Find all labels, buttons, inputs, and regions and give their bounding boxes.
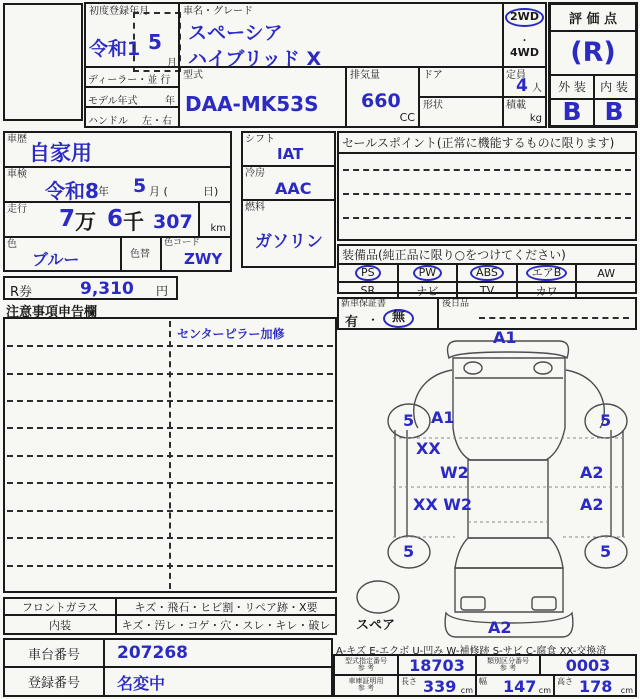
rear-body-shape xyxy=(455,568,563,612)
history-value: 自家用 xyxy=(29,141,92,165)
color-value: ブルー xyxy=(32,250,80,269)
sales-point-title: セールスポイント(正常に機能するものに限ります) xyxy=(339,133,635,154)
right-headlight-shape xyxy=(534,362,552,374)
equipment-item-SR: SR xyxy=(339,283,399,298)
history-row xyxy=(5,133,230,168)
inspection-month: 5 xyxy=(133,175,147,197)
registration-month-box xyxy=(133,12,181,72)
equipment-row2 xyxy=(339,283,635,298)
notes-line xyxy=(7,400,333,402)
model-year-cell xyxy=(84,86,180,108)
color-code-cell xyxy=(160,238,230,270)
later-items-label: 後日品 xyxy=(442,299,470,309)
diagram-front-bumper-label: A1 xyxy=(493,328,517,347)
mileage-sen: 6 xyxy=(107,206,124,232)
width-value: 147 xyxy=(503,677,537,696)
r-ticket-label: R券 xyxy=(10,285,33,300)
model-code-cell xyxy=(178,66,347,128)
height-value: 178 xyxy=(579,677,613,696)
r-ticket-box xyxy=(3,276,178,300)
length-unit: cm xyxy=(460,686,473,695)
color-change-cell xyxy=(120,238,160,270)
capacity-value: 4 xyxy=(516,76,528,96)
mileage-row xyxy=(5,203,230,238)
plate-value-cell xyxy=(105,668,331,695)
shape-cell xyxy=(418,96,504,128)
color-row xyxy=(5,238,230,270)
spare-tire-label: スペア xyxy=(356,618,396,633)
diagram-rear-left-wheel-grade: 5 xyxy=(403,542,415,561)
car-diagram xyxy=(340,326,640,641)
model-code-value: DAA-MK53S xyxy=(185,92,319,116)
warranty-no-circled: 無 xyxy=(383,309,414,328)
diagram-rear-right-wheel-grade: 5 xyxy=(600,542,612,561)
drive-dot: ・ xyxy=(519,36,530,47)
door-label: ドア xyxy=(423,70,443,81)
mileage-label: 走行 xyxy=(7,204,27,215)
dealer-label: ディーラー・並 行 xyxy=(88,75,171,86)
handle-cell xyxy=(84,106,180,128)
diagram-front-left-panel-label: A1 xyxy=(431,408,455,427)
plate-label: 登録番号 xyxy=(27,676,80,691)
later-items-cell xyxy=(439,299,635,328)
sales-point-line-3 xyxy=(343,217,631,219)
shift-cell xyxy=(243,133,334,167)
rear-window-shape xyxy=(455,538,563,568)
equipment-row1 xyxy=(339,265,635,283)
diagram-left-rear-door-label: XX W2 xyxy=(413,495,473,514)
front-glass-label-cell xyxy=(5,599,117,616)
interior-label: 内装 xyxy=(49,618,71,632)
mileage-sen-unit: 千 xyxy=(123,210,144,234)
chassis-label: 車台番号 xyxy=(27,647,80,663)
chassis-label-cell xyxy=(5,640,105,668)
class-number-label: 類別区分番号 xyxy=(487,657,529,665)
capacity-unit: 人 xyxy=(532,83,542,94)
damage-legend: A-キズ E-エクボ U-凹み W-補修跡 S-サビ C-腐食 XX-交換済 xyxy=(336,646,607,657)
registration-era: 令和1 xyxy=(89,38,141,60)
glass-interior-table xyxy=(3,597,337,635)
inspection-era: 令和8 xyxy=(45,179,99,203)
notes-line xyxy=(7,373,333,375)
shift-ac-fuel-box xyxy=(241,131,336,268)
sales-point-line-1 xyxy=(343,169,631,171)
inspection-row xyxy=(5,168,230,203)
left-taillight-shape xyxy=(461,597,485,610)
equipment-item-TV: TV xyxy=(458,283,518,298)
diagram-front-right-wheel-grade: 5 xyxy=(600,411,612,430)
equipment-item-カワ: カワ xyxy=(518,283,578,298)
mileage-man: 7 xyxy=(59,206,76,232)
inspection-year-unit: 年 xyxy=(98,185,109,198)
interior-value: キズ・汚レ・コゲ・穴・スレ・キレ・破レ xyxy=(121,618,331,632)
color-label: 色 xyxy=(7,239,17,250)
notes-line xyxy=(7,482,333,484)
color-change-label: 色替 xyxy=(130,249,150,260)
model-designation-value: 18703 xyxy=(399,656,477,676)
width-cell xyxy=(477,676,555,695)
capacity-label: 定員 xyxy=(506,70,526,81)
equipment-item-PW: PW xyxy=(399,265,459,281)
mileage-km: km xyxy=(210,223,226,234)
garage-label-cell xyxy=(335,676,399,695)
first-registration-cell xyxy=(84,2,180,68)
mileage-man-unit: 万 xyxy=(75,210,96,234)
color-code-label: 色コード xyxy=(164,238,201,248)
rating-overall: (R) xyxy=(551,30,635,76)
right-taillight-shape xyxy=(532,597,556,610)
equipment-item-AW: AW xyxy=(597,266,616,280)
diagram-right-door-a2-label: A2 xyxy=(580,463,604,482)
load-unit: kg xyxy=(529,113,542,124)
registration-month: 5 xyxy=(148,30,162,54)
length-label: 長さ xyxy=(401,677,417,686)
equipment-item-PS: PS xyxy=(339,265,399,281)
notes-line xyxy=(7,455,333,457)
r-ticket-value: 9,310 xyxy=(80,279,134,299)
class-number-value: 0003 xyxy=(541,656,635,676)
diagram-rear-bumper-label: A2 xyxy=(488,618,512,637)
chassis-value-cell xyxy=(105,640,331,668)
shift-label: シフト xyxy=(245,134,275,145)
drive-2wd-circled: 2WD xyxy=(505,8,544,27)
displacement-unit: CC xyxy=(399,111,415,124)
inspection-day-unit: 日) xyxy=(203,185,219,198)
rating-exterior-label: 外 装 xyxy=(551,74,595,100)
fuel-value: ガソリン xyxy=(255,232,323,252)
color-code-value: ZWY xyxy=(184,250,223,268)
warranty-yes: 有 xyxy=(345,315,359,330)
plate-label-cell xyxy=(5,668,105,695)
dealer-cell xyxy=(84,66,180,88)
front-glass-value: キズ・飛石・ヒビ割・リペア跡・X要 xyxy=(117,599,335,616)
notes-line xyxy=(7,345,333,347)
warranty-sep: ・ xyxy=(367,313,380,327)
interior-label-cell xyxy=(5,616,117,633)
ac-cell xyxy=(243,167,334,201)
height-unit: cm xyxy=(620,686,633,695)
width-unit: cm xyxy=(538,686,551,695)
notes-declaration-text: センターピラー加修 xyxy=(177,327,285,341)
warranty-cell xyxy=(339,299,439,328)
registration-month-unit: 月 xyxy=(167,58,177,69)
mileage-rest: 307 xyxy=(153,211,193,233)
car-name-line1: スペーシア xyxy=(188,22,283,44)
shift-value: IAT xyxy=(277,145,304,163)
sales-point-box xyxy=(337,131,637,241)
load-cell xyxy=(502,96,547,128)
car-name-line2: ハイブリッド X xyxy=(188,48,322,70)
model-designation-label-cell xyxy=(335,656,399,676)
capacity-cell xyxy=(502,66,547,98)
handle-value: 左・右 xyxy=(142,116,172,127)
equipment-item-empty xyxy=(577,283,635,298)
rating-exterior-value: B xyxy=(551,98,595,125)
shape-label: 形状 xyxy=(423,100,443,111)
model-code-label: 型式 xyxy=(183,70,203,81)
fuel-label: 燃料 xyxy=(245,202,265,213)
garage-ref: 参 考 xyxy=(357,684,375,693)
first-registration-label: 初度登録年月 xyxy=(89,6,149,17)
height-cell xyxy=(555,676,635,695)
sales-point-line-2 xyxy=(343,193,631,195)
notes-line xyxy=(7,427,333,429)
rating-box xyxy=(548,2,638,128)
notes-line xyxy=(7,510,333,512)
ac-value: AAC xyxy=(275,179,312,198)
displacement-label: 排気量 xyxy=(350,70,380,81)
mileage-km-cell xyxy=(198,203,230,236)
vehicle-info-box xyxy=(3,131,232,272)
displacement-value: 660 xyxy=(361,90,401,112)
r-ticket-unit: 円 xyxy=(155,284,168,298)
later-items-line xyxy=(479,317,629,319)
drive-4wd: 4WD xyxy=(510,46,539,59)
length-cell xyxy=(399,676,477,695)
height-label: 高さ xyxy=(557,677,573,686)
door-cell xyxy=(418,66,504,98)
rating-interior-value: B xyxy=(604,97,624,126)
ac-label: 冷房 xyxy=(245,168,265,179)
model-year-label: モデル年式 xyxy=(88,96,138,107)
width-label: 幅 xyxy=(479,677,487,686)
length-value: 339 xyxy=(423,677,457,696)
diagram-left-door-xx-label: XX xyxy=(416,439,441,458)
garage-label: 車庫証明用 xyxy=(348,677,384,685)
class-number-label-cell xyxy=(477,656,541,676)
chassis-value: 207268 xyxy=(117,643,188,663)
front-glass-label: フロントガラス xyxy=(21,600,99,614)
inspection-month-unit: 月 ( xyxy=(149,185,168,198)
notes-box xyxy=(3,317,337,593)
handle-label: ハンドル xyxy=(88,116,128,127)
rating-title: 評 価 点 xyxy=(551,5,635,32)
notes-line xyxy=(7,537,333,539)
equipment-item-エアB: エアB xyxy=(518,265,578,281)
id-numbers-box xyxy=(3,638,333,697)
model-year-unit: 年 xyxy=(165,96,175,107)
car-name-label: 車名・グレード xyxy=(183,6,253,17)
stamp-box xyxy=(3,3,83,121)
roof-shape xyxy=(468,460,548,538)
rating-interior-label: 内 装 xyxy=(593,74,635,100)
displacement-cell xyxy=(345,66,420,128)
left-headlight-shape xyxy=(464,362,482,374)
diagram-front-left-wheel-grade: 5 xyxy=(403,411,415,430)
reference-table xyxy=(333,654,637,697)
inspection-label: 車検 xyxy=(7,169,27,180)
model-designation-label: 型式指定番号 xyxy=(345,657,387,665)
warranty-label: 新車保証書 xyxy=(341,299,387,309)
equipment-title: 装備品(純正品に限り○をつけてください) xyxy=(339,246,635,265)
plate-value: 名変中 xyxy=(117,674,166,693)
equipment-box xyxy=(337,244,637,298)
equipment-item-ABS: ABS xyxy=(458,265,518,281)
equipment-item-ナビ: ナビ xyxy=(399,283,459,298)
load-label: 積載 xyxy=(506,100,526,111)
class-number-ref: 参 考 xyxy=(499,664,517,673)
car-name-cell xyxy=(178,2,504,68)
history-label: 車歴 xyxy=(7,134,27,145)
drive-type-cell xyxy=(502,2,547,68)
spare-tire-shape xyxy=(357,581,399,613)
notes-title: 注意事項申告欄 xyxy=(6,305,98,320)
diagram-left-door-w2-label: W2 xyxy=(440,463,469,482)
diagram-right-rear-door-a2-label: A2 xyxy=(580,495,604,514)
model-designation-ref: 参 考 xyxy=(357,664,375,673)
notes-line xyxy=(7,565,333,567)
fuel-cell xyxy=(243,201,334,266)
